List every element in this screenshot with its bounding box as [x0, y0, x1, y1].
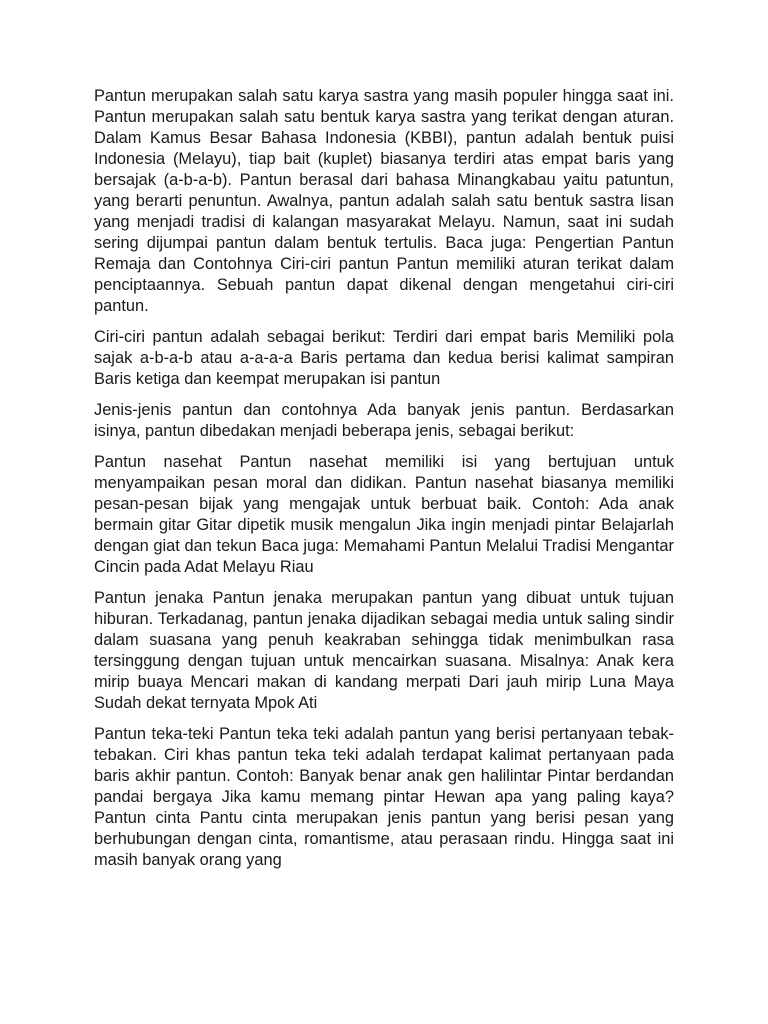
paragraph-pantun-teka-teki: Pantun teka-teki Pantun teka teki adalah pantun yang berisi pertanyaan tebak-tebakan. Ciri khas pantun teka teki adalah terdapat kalimat pertanyaan pada baris akhir pantun. Contoh: Banyak benar anak gen halilintar Pintar berdandan pandai bergaya Jika kamu memang pintar Hewan apa yang paling kaya? Pantun cinta Pantu cinta merupakan jenis pantun yang berisi pesan yang berhubungan dengan cinta, romantisme, atau perasaan rindu. Hingga saat ini masih banyak orang yang: [94, 725, 674, 869]
paragraph-intro: Pantun merupakan salah satu karya sastra yang masih populer hingga saat ini. Pantun merupakan salah satu bentuk karya sastra yang terikat dengan aturan. Dalam Kamus Besar Bahasa Indonesia (KBBI), pantun adalah bentuk puisi Indonesia (Melayu), tiap bait (kuplet) biasanya terdiri atas empat baris yang bersajak (a-b-a-b). Pantun berasal dari bahasa Minangkabau yaitu patuntun, yang berarti penuntun. Awalnya, pantun adalah salah satu bentuk sastra lisan yang menjadi tradisi di kalangan masyarakat Melayu. Namun, saat ini sudah sering dijumpai pantun dalam bentuk tertulis. Baca juga: Pengertian Pantun Remaja dan Contohnya Ciri-ciri pantun Pantun memiliki aturan terikat dalam penciptaannya. Sebuah pantun dapat dikenal dengan mengetahui ciri-ciri pantun.: [94, 87, 674, 315]
paragraph-ciri-ciri: Ciri-ciri pantun adalah sebagai berikut: Terdiri dari empat baris Memiliki pola sajak a-b-a-b atau a-a-a-a Baris pertama dan kedua berisi kalimat sampiran Baris ketiga dan keempat merupakan isi pantun: [94, 328, 674, 388]
document-body: [94, 86, 674, 881]
paragraph-pantun-jenaka: Pantun jenaka Pantun jenaka merupakan pantun yang dibuat untuk tujuan hiburan. Terkadanag, pantun jenaka dijadikan sebagai media untuk saling sindir dalam suasana yang penuh keakraban sehingga tidak menimbulkan rasa tersinggung dengan tujuan untuk mencairkan suasana. Misalnya: Anak kera mirip buaya Mencari makan di kandang merpati Dari jauh mirip Luna Maya Sudah dekat ternyata Mpok Ati: [94, 589, 674, 712]
paragraph-pantun-nasehat: Pantun nasehat Pantun nasehat memiliki isi yang bertujuan untuk menyampaikan pesan moral dan didikan. Pantun nasehat biasanya memiliki pesan-pesan bijak yang mengajak untuk berbuat baik. Contoh: Ada anak bermain gitar Gitar dipetik musik mengalun Jika ingin menjadi pintar Belajarlah dengan giat dan tekun Baca juga: Memahami Pantun Melalui Tradisi Mengantar Cincin pada Adat Melayu Riau: [94, 453, 674, 576]
paragraph-jenis-jenis: Jenis-jenis pantun dan contohnya Ada banyak jenis pantun. Berdasarkan isinya, pantun dibedakan menjadi beberapa jenis, sebagai berikut:: [94, 401, 674, 440]
